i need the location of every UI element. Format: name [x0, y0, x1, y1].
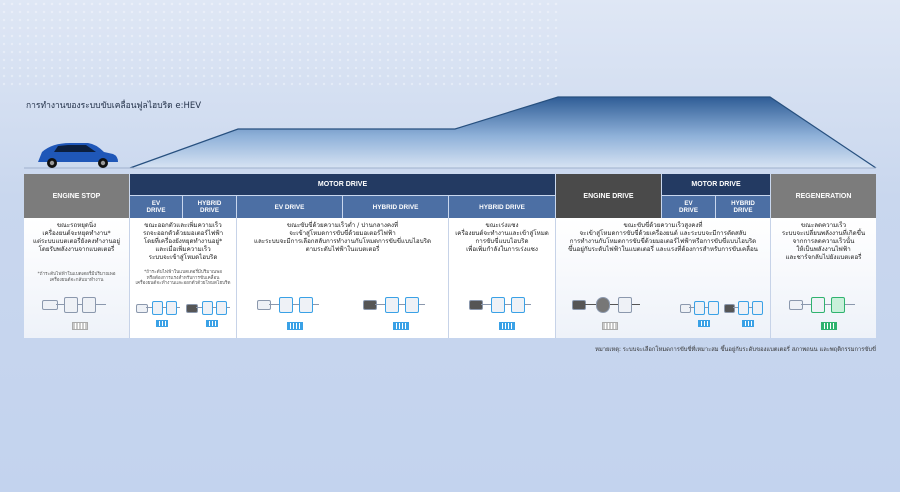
header-engine-drive: ENGINE DRIVE [556, 174, 661, 218]
header-motor-drive: MOTOR DRIVE [130, 174, 555, 195]
drive-mode-table [24, 174, 876, 338]
start-description: ขณะออกตัวและเพิ่มความเร็ว รถจะออกตัวด้วยมอเตอร์ไฟฟ้า โดยที่เครื่องยังหยุดทำงานอยู่* และเมื่อเพิ่มความเร็ว ระบบจะเข้าสู่โหมดไฮบริด [142, 222, 224, 261]
road-profile-illustration [0, 0, 900, 175]
regeneration-description: ขณะลดความเร็ว ระบบจะเปลี่ยนพลังงานที่เกิดขึ้น จากการลดความเร็วนั้น ให้เป็นพลังงานไฟฟ้า และชาร์จกลับไปยังแบตเตอรี่ [781, 222, 866, 261]
subheader-ev-drive-wide: EV DRIVE [237, 196, 342, 218]
start-note: *ถ้าระดับไฟฟ้าในแบตเตอรี่มีปริมาณพอ หรือต้องการแรงสำหรับการขับเคลื่อน เครื่องยนต์จะทำงานและออกตัวด้วยโหมดไฮบริด [135, 270, 231, 287]
header-regeneration: REGENERATION [771, 174, 876, 218]
engine-stop-description: ขณะรถหยุดนิ่ง เครื่องยนต์จะหยุดทำงาน* แต่ระบบแบตเตอรี่ยังคงทำงานอยู่ โดยรับพลังงานจากแบตเตอรี่ [32, 222, 121, 253]
elevation-hill-shape [130, 97, 876, 168]
header-engine-stop: ENGINE STOP [24, 174, 129, 218]
battery-icon [287, 322, 303, 330]
cruise-description: ขณะขับขี่ด้วยความเร็วต่ำ / ปานกลางคงที่ จะเข้าสู่โหมดการขับขี่ด้วยมอเตอร์ไฟฟ้า และระบบจะมีการเลือกสลับการทำงานกับโหมดการขับขี่แบบไฮบริด ตามระดับไฟฟ้าในแบตเตอรี่ [254, 222, 431, 253]
battery-icon [206, 320, 218, 327]
column-start-acceleration [130, 218, 237, 338]
overtake-description: ขณะเร่งแซง เครื่องยนต์จะทำงานและเข้าสู่โหมด การขับขี่แบบไฮบริด เพื่อเพิ่มกำลังในการเร่งแซง [455, 222, 549, 253]
subheader-hybrid-drive: HYBRID DRIVE [183, 196, 236, 218]
battery-icon [393, 322, 409, 330]
column-cruise [237, 218, 449, 338]
subheader-ev-drive-high: EV DRIVE [662, 196, 715, 218]
battery-icon [698, 320, 710, 327]
footnote: หมายเหตุ: ระบบจะเลือกโหมดการขับขี่ที่เหมาะสม ขึ้นอยู่กับระดับของแบตเตอรี่ สภาพถนน และพฤติกรรมการขับขี่ [595, 347, 876, 353]
high-speed-description: ขณะขับขี่ด้วยความเร็วสูงคงที่ จะเข้าสู่โหมดการขับขี่ด้วยเครื่องยนต์ และระบบจะมีการตัดสลับ การทำงานกับโหมดการขับขี่ด้วยมอเตอร์ไฟฟ้าหรือการขับขี่แบบไฮบริด ขึ้นอยู่กับระดับไฟฟ้าในแบตเตอรี่ และแรงที่ต้องการสำหรับการขับเคลื่อน [568, 222, 758, 253]
column-regeneration [771, 218, 876, 338]
battery-icon [742, 320, 754, 327]
header-motor-drive-2: MOTOR DRIVE [662, 174, 770, 195]
battery-icon [72, 322, 88, 330]
page-title: การทำงานของระบบขับเคลื่อนฟูลไฮบริด e:HEV [26, 101, 202, 111]
subheader-hybrid-drive-high: HYBRID DRIVE [716, 196, 770, 218]
column-overtake [449, 218, 556, 338]
column-high-speed [556, 218, 771, 338]
subheader-ev-drive: EV DRIVE [130, 196, 182, 218]
subheader-hybrid-drive-accel: HYBRID DRIVE [449, 196, 555, 218]
battery-icon [821, 322, 837, 330]
battery-icon [602, 322, 618, 330]
subheader-hybrid-drive-wide: HYBRID DRIVE [343, 196, 448, 218]
battery-icon [499, 322, 515, 330]
column-engine-stop [24, 218, 130, 338]
battery-icon [156, 320, 168, 327]
engine-stop-note: *ถ้าระดับไฟฟ้าในแบตเตอรี่มีปริมาณพอ เครื่องยนต์จะกลับมาทำงาน [37, 272, 116, 283]
car-icon [38, 143, 118, 168]
